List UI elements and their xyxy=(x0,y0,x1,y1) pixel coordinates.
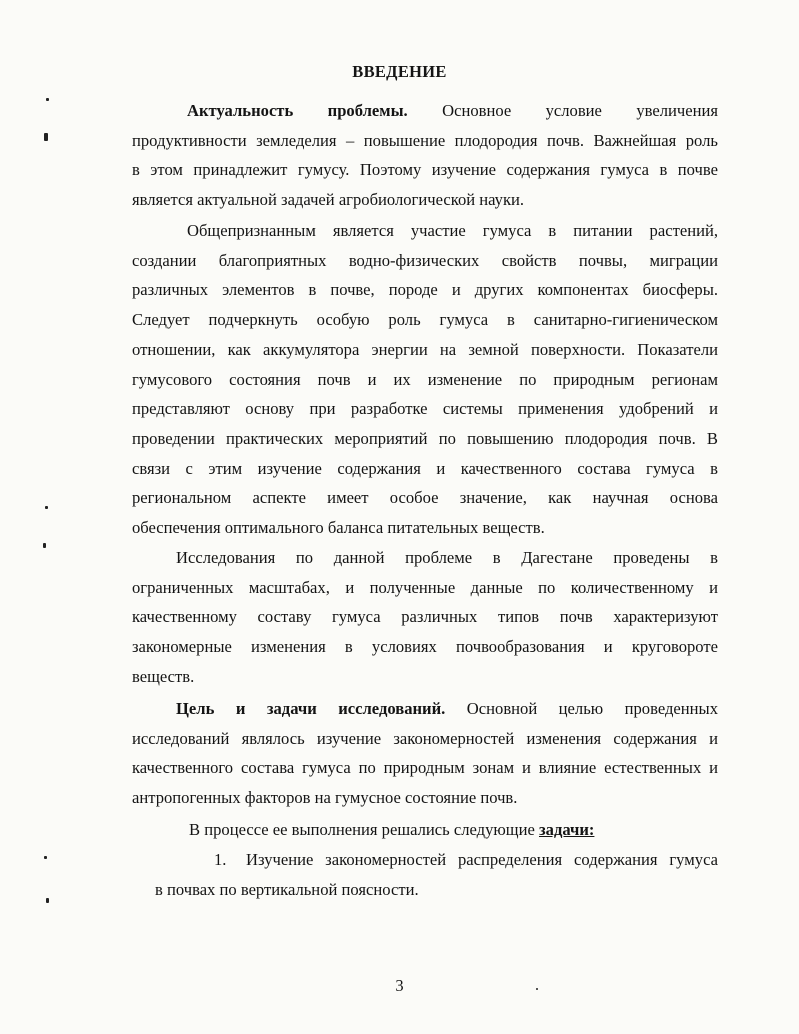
paragraph-humus-role xyxy=(132,216,718,543)
paragraph-line: качественного состава гумуса по природным зонам и влияние естественных и xyxy=(132,758,718,778)
paragraph-line: Следует подчеркнуть особую роль гумуса в санитарно-гигиеническом xyxy=(132,310,718,330)
paragraph-goals xyxy=(132,694,718,813)
paragraph-line: обеспечения оптимального баланса питательных веществ. xyxy=(132,518,545,538)
page-title: ВВЕДЕНИЕ xyxy=(352,62,447,81)
paragraph-tasks-intro xyxy=(132,815,718,845)
scan-speck xyxy=(46,98,49,101)
paragraph-relevance xyxy=(132,96,718,215)
paragraph-line: качественному составу гумуса различных типов почв характеризуют xyxy=(132,607,718,627)
paragraph-line: связи с этим изучение содержания и качественного состава гумуса в xyxy=(132,458,718,478)
paragraph-line: региональном аспекте имеет особое значение, как научная основа xyxy=(132,488,718,508)
page-number: 3 xyxy=(395,976,404,995)
paragraph-line: в этом принадлежит гумусу. Поэтому изучение содержания гумуса в почве xyxy=(132,160,718,180)
paragraph-line: гумусового состояния почв и их изменение по природным регионам xyxy=(132,369,718,389)
paragraph-line: Актуальность проблемы. Основное условие увеличения xyxy=(187,101,718,120)
paragraph-line: исследований являлось изучение закономерностей изменения содержания и xyxy=(132,728,718,748)
paragraph-line: различных элементов в почве, породе и других компонентах биосферы. xyxy=(132,280,718,300)
paragraph-line: продуктивности земледелия – повышение плодородия почв. Важнейшая роль xyxy=(132,130,718,150)
paragraph-line: антропогенных факторов на гумусное состояние почв. xyxy=(132,788,518,808)
paragraph-line: представляют основу при разработке системы применения удобрений и xyxy=(132,399,718,419)
lead-goals: Цель и задачи исследований. xyxy=(176,699,446,718)
list-item-line: 1. Изучение закономерностей распределения содержания гумуса xyxy=(155,845,718,875)
scan-speck xyxy=(43,543,46,548)
lead-relevance: Актуальность проблемы. xyxy=(187,101,408,120)
paragraph-line: Общепризнанным является участие гумуса в питании растений, xyxy=(187,221,718,240)
paragraph-line: В процессе ее выполнения решались следующие задачи: xyxy=(189,820,595,839)
scan-speck xyxy=(44,856,47,859)
scan-speck xyxy=(45,506,48,509)
paragraph-line: проведении практических мероприятий по повышению плодородия почв. В xyxy=(132,428,718,448)
paragraph-line: веществ. xyxy=(132,666,195,686)
paragraph-line: ограниченных масштабах, и полученные данные по количественному и xyxy=(132,577,718,597)
paragraph-line: Цель и задачи исследований. Основной целью проведенных xyxy=(176,699,718,718)
list-item-number: 1. xyxy=(214,850,227,869)
paragraph-line: отношении, как аккумулятора энергии на земной поверхности. Показатели xyxy=(132,339,718,359)
paragraph-line: Исследования по данной проблеме в Дагестане проведены в xyxy=(176,548,718,567)
paragraph-dagestan xyxy=(132,543,718,692)
scan-speck xyxy=(536,988,538,990)
task-list-item xyxy=(155,845,718,904)
paragraph-line: закономерные изменения в условиях почвообразования и круговороте xyxy=(132,637,718,657)
scan-speck xyxy=(44,133,48,141)
paragraph-line: создании благоприятных водно-физических свойств почвы, миграции xyxy=(132,250,718,270)
tasks-label: задачи: xyxy=(538,820,595,839)
list-item-line: в почвах по вертикальной поясности. xyxy=(155,879,419,899)
paragraph-line: является актуальной задачей агробиологической науки. xyxy=(132,190,525,210)
scan-speck xyxy=(46,898,49,903)
